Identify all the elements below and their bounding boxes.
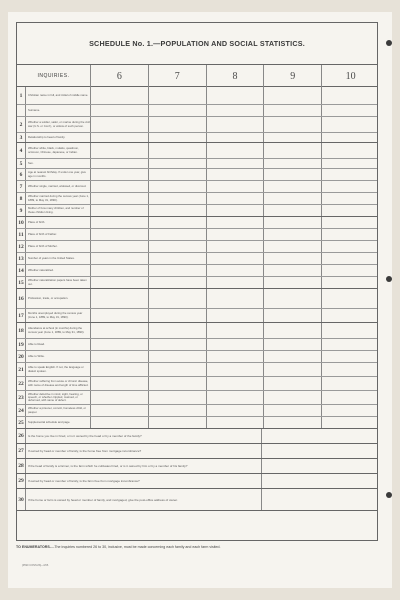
inquiry-number: 30 [17, 489, 26, 510]
inquiry-number: 3 [17, 133, 26, 142]
inquiry-row [17, 159, 377, 169]
entry-cell[interactable] [148, 143, 206, 158]
entry-cell[interactable] [263, 159, 321, 168]
entry-cell[interactable] [321, 159, 379, 168]
entry-cell[interactable] [263, 181, 321, 192]
inquiry-row [17, 205, 377, 217]
entry-cell[interactable] [206, 377, 264, 390]
column-header-8: 8 [206, 65, 264, 87]
entry-cell[interactable] [263, 205, 321, 216]
entry-cell[interactable] [148, 133, 206, 142]
inquiries-header: INQUIRIES. [37, 73, 70, 79]
entry-cell[interactable] [148, 339, 206, 350]
inquiry-number: 21 [17, 363, 26, 376]
inquiry-row [17, 405, 377, 417]
inquiry-text: Surname. [28, 107, 41, 112]
entry-cell[interactable] [206, 143, 264, 158]
entry-cell[interactable] [321, 217, 379, 228]
inquiry-number: 11 [17, 229, 26, 240]
entry-cell[interactable] [321, 181, 379, 192]
entry-cell[interactable] [90, 391, 148, 404]
inquiry-text: Whether white, black, mulatto, quadroon, octoroon, Chinese, Japanese, or Indian. [28, 146, 79, 154]
inquiry-row [17, 169, 377, 181]
entry-cell[interactable] [206, 351, 264, 362]
entry-cell[interactable] [206, 241, 264, 252]
inquiry-row [17, 323, 377, 339]
entry-cell[interactable] [321, 351, 379, 362]
entry-cell[interactable] [206, 289, 264, 308]
entry-cell[interactable] [206, 229, 264, 240]
entry-cell[interactable] [321, 193, 379, 204]
entry-cell[interactable] [206, 87, 264, 104]
entry-cell[interactable] [148, 117, 206, 132]
entry-cell[interactable] [148, 405, 206, 416]
entry-cell[interactable] [263, 253, 321, 264]
entry-cell[interactable] [321, 339, 379, 350]
print-code: [4590 CONSUS]—M.B. [22, 564, 49, 567]
entry-cell[interactable] [90, 117, 148, 132]
entry-cell[interactable] [263, 289, 321, 308]
inquiry-row [17, 363, 377, 377]
inquiry-number: 19 [17, 339, 26, 350]
inquiry-number: 9 [17, 205, 26, 216]
entry-cell[interactable] [263, 133, 321, 142]
entry-cell[interactable] [90, 217, 148, 228]
inquiry-number: 15 [17, 277, 26, 288]
inquiry-text: Christian name in full, and initial of middle name. [28, 92, 89, 97]
entry-cell[interactable] [321, 417, 379, 428]
entry-cell[interactable] [90, 143, 148, 158]
inquiry-number: 20 [17, 351, 26, 362]
entry-cell[interactable] [206, 217, 264, 228]
inquiry-row [17, 351, 377, 363]
inquiry-number: 7 [17, 181, 26, 192]
entry-cell[interactable] [90, 253, 148, 264]
entry-cell[interactable] [321, 323, 379, 338]
entry-cell[interactable] [148, 391, 206, 404]
inquiry-row [17, 117, 377, 133]
family-answer-cell[interactable] [261, 459, 379, 473]
entry-cell[interactable] [206, 417, 264, 428]
entry-cell[interactable] [90, 181, 148, 192]
entry-cell[interactable] [90, 193, 148, 204]
inquiry-number: 22 [17, 377, 26, 390]
entry-cell[interactable] [206, 117, 264, 132]
entry-cell[interactable] [263, 363, 321, 376]
inquiry-number: 26 [17, 429, 26, 443]
entry-cell[interactable] [148, 377, 206, 390]
entry-cell[interactable] [148, 351, 206, 362]
entry-cell[interactable] [90, 87, 148, 104]
inquiry-row [17, 133, 377, 143]
inquiry-text: Whether a prisoner, convict, homeless child, or pauper. [28, 406, 86, 414]
entry-cell[interactable] [90, 229, 148, 240]
inquiry-number: 23 [17, 391, 26, 404]
entry-cell[interactable] [148, 289, 206, 308]
inquiry-number [17, 105, 26, 116]
inquiry-number: 5 [17, 159, 26, 168]
entry-cell[interactable] [206, 309, 264, 322]
entry-cell[interactable] [321, 405, 379, 416]
entry-cell[interactable] [206, 105, 264, 116]
inquiry-number: 17 [17, 309, 26, 322]
entry-cell[interactable] [263, 323, 321, 338]
entry-cell[interactable] [148, 169, 206, 180]
family-answer-cell[interactable] [261, 489, 379, 510]
entry-cell[interactable] [206, 253, 264, 264]
inquiry-number: 28 [17, 459, 26, 473]
family-answer-cell[interactable] [261, 429, 379, 443]
entry-cell[interactable] [148, 159, 206, 168]
entry-cell[interactable] [90, 417, 148, 428]
entry-cell[interactable] [90, 133, 148, 142]
entry-cell[interactable] [263, 391, 321, 404]
entry-cell[interactable] [263, 277, 321, 288]
entry-cell[interactable] [148, 265, 206, 276]
entry-cell[interactable] [321, 253, 379, 264]
entry-cell[interactable] [263, 217, 321, 228]
column-header-10: 10 [321, 65, 379, 87]
inquiry-number: 18 [17, 323, 26, 338]
binder-hole-middle [386, 276, 392, 282]
inquiry-text: Able to speak English. If not, the language or dialect spoken. [28, 365, 84, 373]
column-header-7: 7 [148, 65, 206, 87]
entry-cell[interactable] [321, 205, 379, 216]
column-header-6: 6 [90, 65, 148, 87]
inquiry-text: Place of birth. [28, 219, 46, 224]
entry-cell[interactable] [263, 241, 321, 252]
entry-cell[interactable] [148, 363, 206, 376]
family-inquiry-text: If owned by head or member of family, is the farm free from mortgage incumbrance? [28, 479, 140, 483]
inquiry-text: Able to Read. [28, 341, 45, 346]
entry-cell[interactable] [206, 159, 264, 168]
family-inquiry-row [17, 489, 377, 511]
family-inquiry-row [17, 474, 377, 489]
family-inquiry-text: Is the home you live in hired, or is it owned by the head or by a member of the family? [28, 434, 142, 438]
inquiry-text: Whether defective in mind, sight, hearing, or speech, or whether crippled, maimed, or deformed, with name of defect. [28, 391, 83, 403]
entry-cell[interactable] [90, 405, 148, 416]
entry-cell[interactable] [321, 277, 379, 288]
enumerator-note [16, 545, 378, 549]
entry-cell[interactable] [263, 417, 321, 428]
entry-cell[interactable] [321, 241, 379, 252]
entry-cell[interactable] [263, 193, 321, 204]
entry-cell[interactable] [321, 391, 379, 404]
inquiry-text: Sex. [28, 160, 34, 165]
inquiry-row [17, 417, 377, 429]
entry-cell[interactable] [90, 277, 148, 288]
inquiry-text: Place of birth of Father. [28, 231, 57, 236]
entry-cell[interactable] [148, 193, 206, 204]
inquiry-number: 4 [17, 143, 26, 158]
entry-cell[interactable] [90, 169, 148, 180]
entry-cell[interactable] [206, 181, 264, 192]
entry-cell[interactable] [206, 339, 264, 350]
inquiry-number: 29 [17, 474, 26, 488]
inquiry-text: Number of years in the United States. [28, 255, 75, 260]
entry-cell[interactable] [90, 377, 148, 390]
inquiry-row [17, 289, 377, 309]
entry-cell[interactable] [148, 217, 206, 228]
entry-cell[interactable] [263, 169, 321, 180]
entry-cell[interactable] [90, 309, 148, 322]
inquiry-row [17, 377, 377, 391]
family-inquiry-text: If owned by head or member of family, is the home free from mortgage incumbrance? [28, 449, 142, 453]
entry-cell[interactable] [321, 265, 379, 276]
family-answer-cell[interactable] [261, 474, 379, 488]
family-inquiry-row [17, 429, 377, 444]
binder-hole-top [386, 40, 392, 46]
entry-cell[interactable] [206, 265, 264, 276]
entry-cell[interactable] [90, 289, 148, 308]
entry-cell[interactable] [90, 205, 148, 216]
inquiry-row [17, 241, 377, 253]
entry-cell[interactable] [321, 229, 379, 240]
entry-cell[interactable] [90, 265, 148, 276]
entry-cell[interactable] [148, 241, 206, 252]
family-inquiry-text: If the head of family is a farmer, is the farm which he cultivates hired, or is it owned by him or by a member of his family? [28, 464, 188, 468]
binder-hole-bottom [386, 492, 392, 498]
entry-cell[interactable] [148, 181, 206, 192]
entry-cell[interactable] [321, 105, 379, 116]
entry-cell[interactable] [321, 169, 379, 180]
entry-cell[interactable] [206, 277, 264, 288]
entry-cell[interactable] [321, 377, 379, 390]
inquiry-row [17, 143, 377, 159]
entry-cell[interactable] [321, 289, 379, 308]
entry-cell[interactable] [148, 105, 206, 116]
entry-cell[interactable] [148, 417, 206, 428]
inquiry-number: 27 [17, 444, 26, 458]
form-title: SCHEDULE No. 1.—POPULATION AND SOCIAL STATISTICS. [17, 23, 377, 65]
inquiry-row [17, 87, 377, 105]
inquiry-text: Profession, trade, or occupation. [28, 295, 69, 300]
entry-cell[interactable] [206, 193, 264, 204]
family-answer-cell[interactable] [261, 444, 379, 458]
entry-cell[interactable] [263, 339, 321, 350]
entry-cell[interactable] [148, 323, 206, 338]
inquiry-row [17, 265, 377, 277]
entry-cell[interactable] [90, 105, 148, 116]
entry-cell[interactable] [90, 159, 148, 168]
inquiry-text: Place of birth of Mother. [28, 243, 58, 248]
inquiry-text: Whether naturalization papers have been taken out. [28, 278, 87, 286]
entry-cell[interactable] [206, 205, 264, 216]
inquiry-text: Whether married during the census year (June 1, 1889, to May 31, 1890). [28, 194, 89, 202]
inquiry-row [17, 277, 377, 289]
entry-cell[interactable] [148, 253, 206, 264]
entry-cell[interactable] [90, 363, 148, 376]
entry-cell[interactable] [206, 323, 264, 338]
entry-cell[interactable] [321, 133, 379, 142]
family-inquiry-text: If the home or farm is owned by head or member of family, and mortgaged, give the post-office address of owner. [28, 497, 178, 502]
entry-cell[interactable] [148, 309, 206, 322]
inquiry-row [17, 105, 377, 117]
entry-cell[interactable] [263, 377, 321, 390]
entry-cell[interactable] [90, 323, 148, 338]
inquiry-row [17, 181, 377, 193]
entry-cell[interactable] [90, 241, 148, 252]
inquiry-text: Relationship to head of family. [28, 134, 66, 139]
family-inquiry-row [17, 459, 377, 474]
inquiry-number: 2 [17, 117, 26, 132]
entry-cell[interactable] [321, 87, 379, 104]
entry-cell[interactable] [206, 169, 264, 180]
entry-cell[interactable] [263, 87, 321, 104]
inquiry-row [17, 339, 377, 351]
entry-cell[interactable] [263, 265, 321, 276]
entry-cell[interactable] [148, 87, 206, 104]
inquiry-row [17, 253, 377, 265]
inquiry-number: 6 [17, 169, 26, 180]
entry-cell[interactable] [148, 205, 206, 216]
enumerator-note-text: —The inquiries numbered 26 to 30, inclusive, must be made concerning each family and each farm visited. [50, 545, 221, 549]
inquiry-number: 14 [17, 265, 26, 276]
inquiry-number: 16 [17, 289, 26, 308]
entry-cell[interactable] [321, 363, 379, 376]
entry-cell[interactable] [321, 117, 379, 132]
inquiry-text: Whether a soldier, sailor, or marine during the civil war (U.S. or Conf.), or widow of such person. [28, 120, 90, 128]
inquiry-text: Attendance at school (in months) during the census year (June 1, 1889, to May 31, 1890). [28, 326, 85, 334]
entry-cell[interactable] [206, 133, 264, 142]
inquiry-number: 13 [17, 253, 26, 264]
entry-cell[interactable] [321, 309, 379, 322]
entry-cell[interactable] [90, 351, 148, 362]
inquiry-text: Whether suffering from acute or chronic disease, with name of disease and length of time afflicted. [28, 379, 89, 387]
inquiry-number: 25 [17, 417, 26, 428]
inquiry-row [17, 391, 377, 405]
inquiry-text: Whether naturalized. [28, 267, 54, 272]
inquiry-row [17, 229, 377, 241]
inquiry-row [17, 193, 377, 205]
entry-cell[interactable] [321, 143, 379, 158]
inquiry-number: 12 [17, 241, 26, 252]
inquiry-number: 10 [17, 217, 26, 228]
inquiry-row [17, 309, 377, 323]
column-header-row [17, 65, 377, 87]
entry-cell[interactable] [263, 309, 321, 322]
inquiry-text: Supplemental schedule and page. [28, 419, 71, 424]
inquiry-row [17, 217, 377, 229]
inquiry-text: Able to Write. [28, 353, 45, 358]
entry-cell[interactable] [263, 351, 321, 362]
inquiry-number: 8 [17, 193, 26, 204]
family-inquiry-row [17, 444, 377, 459]
entry-cell[interactable] [263, 143, 321, 158]
inquiry-number: 1 [17, 87, 26, 104]
enumerator-note-label: TO ENUMERATORS. [16, 545, 51, 549]
entry-cell[interactable] [263, 117, 321, 132]
entry-cell[interactable] [148, 229, 206, 240]
inquiry-text: Age at nearest birthday. If under one year, give age in months. [28, 170, 86, 178]
inquiry-text: Whether single, married, widowed, or divorced. [28, 183, 87, 188]
entry-cell[interactable] [263, 405, 321, 416]
entry-cell[interactable] [90, 339, 148, 350]
schedule-form [16, 22, 378, 541]
column-header-9: 9 [263, 65, 321, 87]
entry-cell[interactable] [206, 391, 264, 404]
entry-cell[interactable] [148, 277, 206, 288]
entry-cell[interactable] [263, 105, 321, 116]
inquiry-number: 24 [17, 405, 26, 416]
inquiry-text: Months unemployed during the census year (June 1, 1889, to May 31, 1890). [28, 311, 83, 319]
entry-cell[interactable] [206, 363, 264, 376]
entry-cell[interactable] [263, 229, 321, 240]
inquiry-text: Mother of how many children, and number of these children living. [28, 206, 84, 214]
entry-cell[interactable] [206, 405, 264, 416]
